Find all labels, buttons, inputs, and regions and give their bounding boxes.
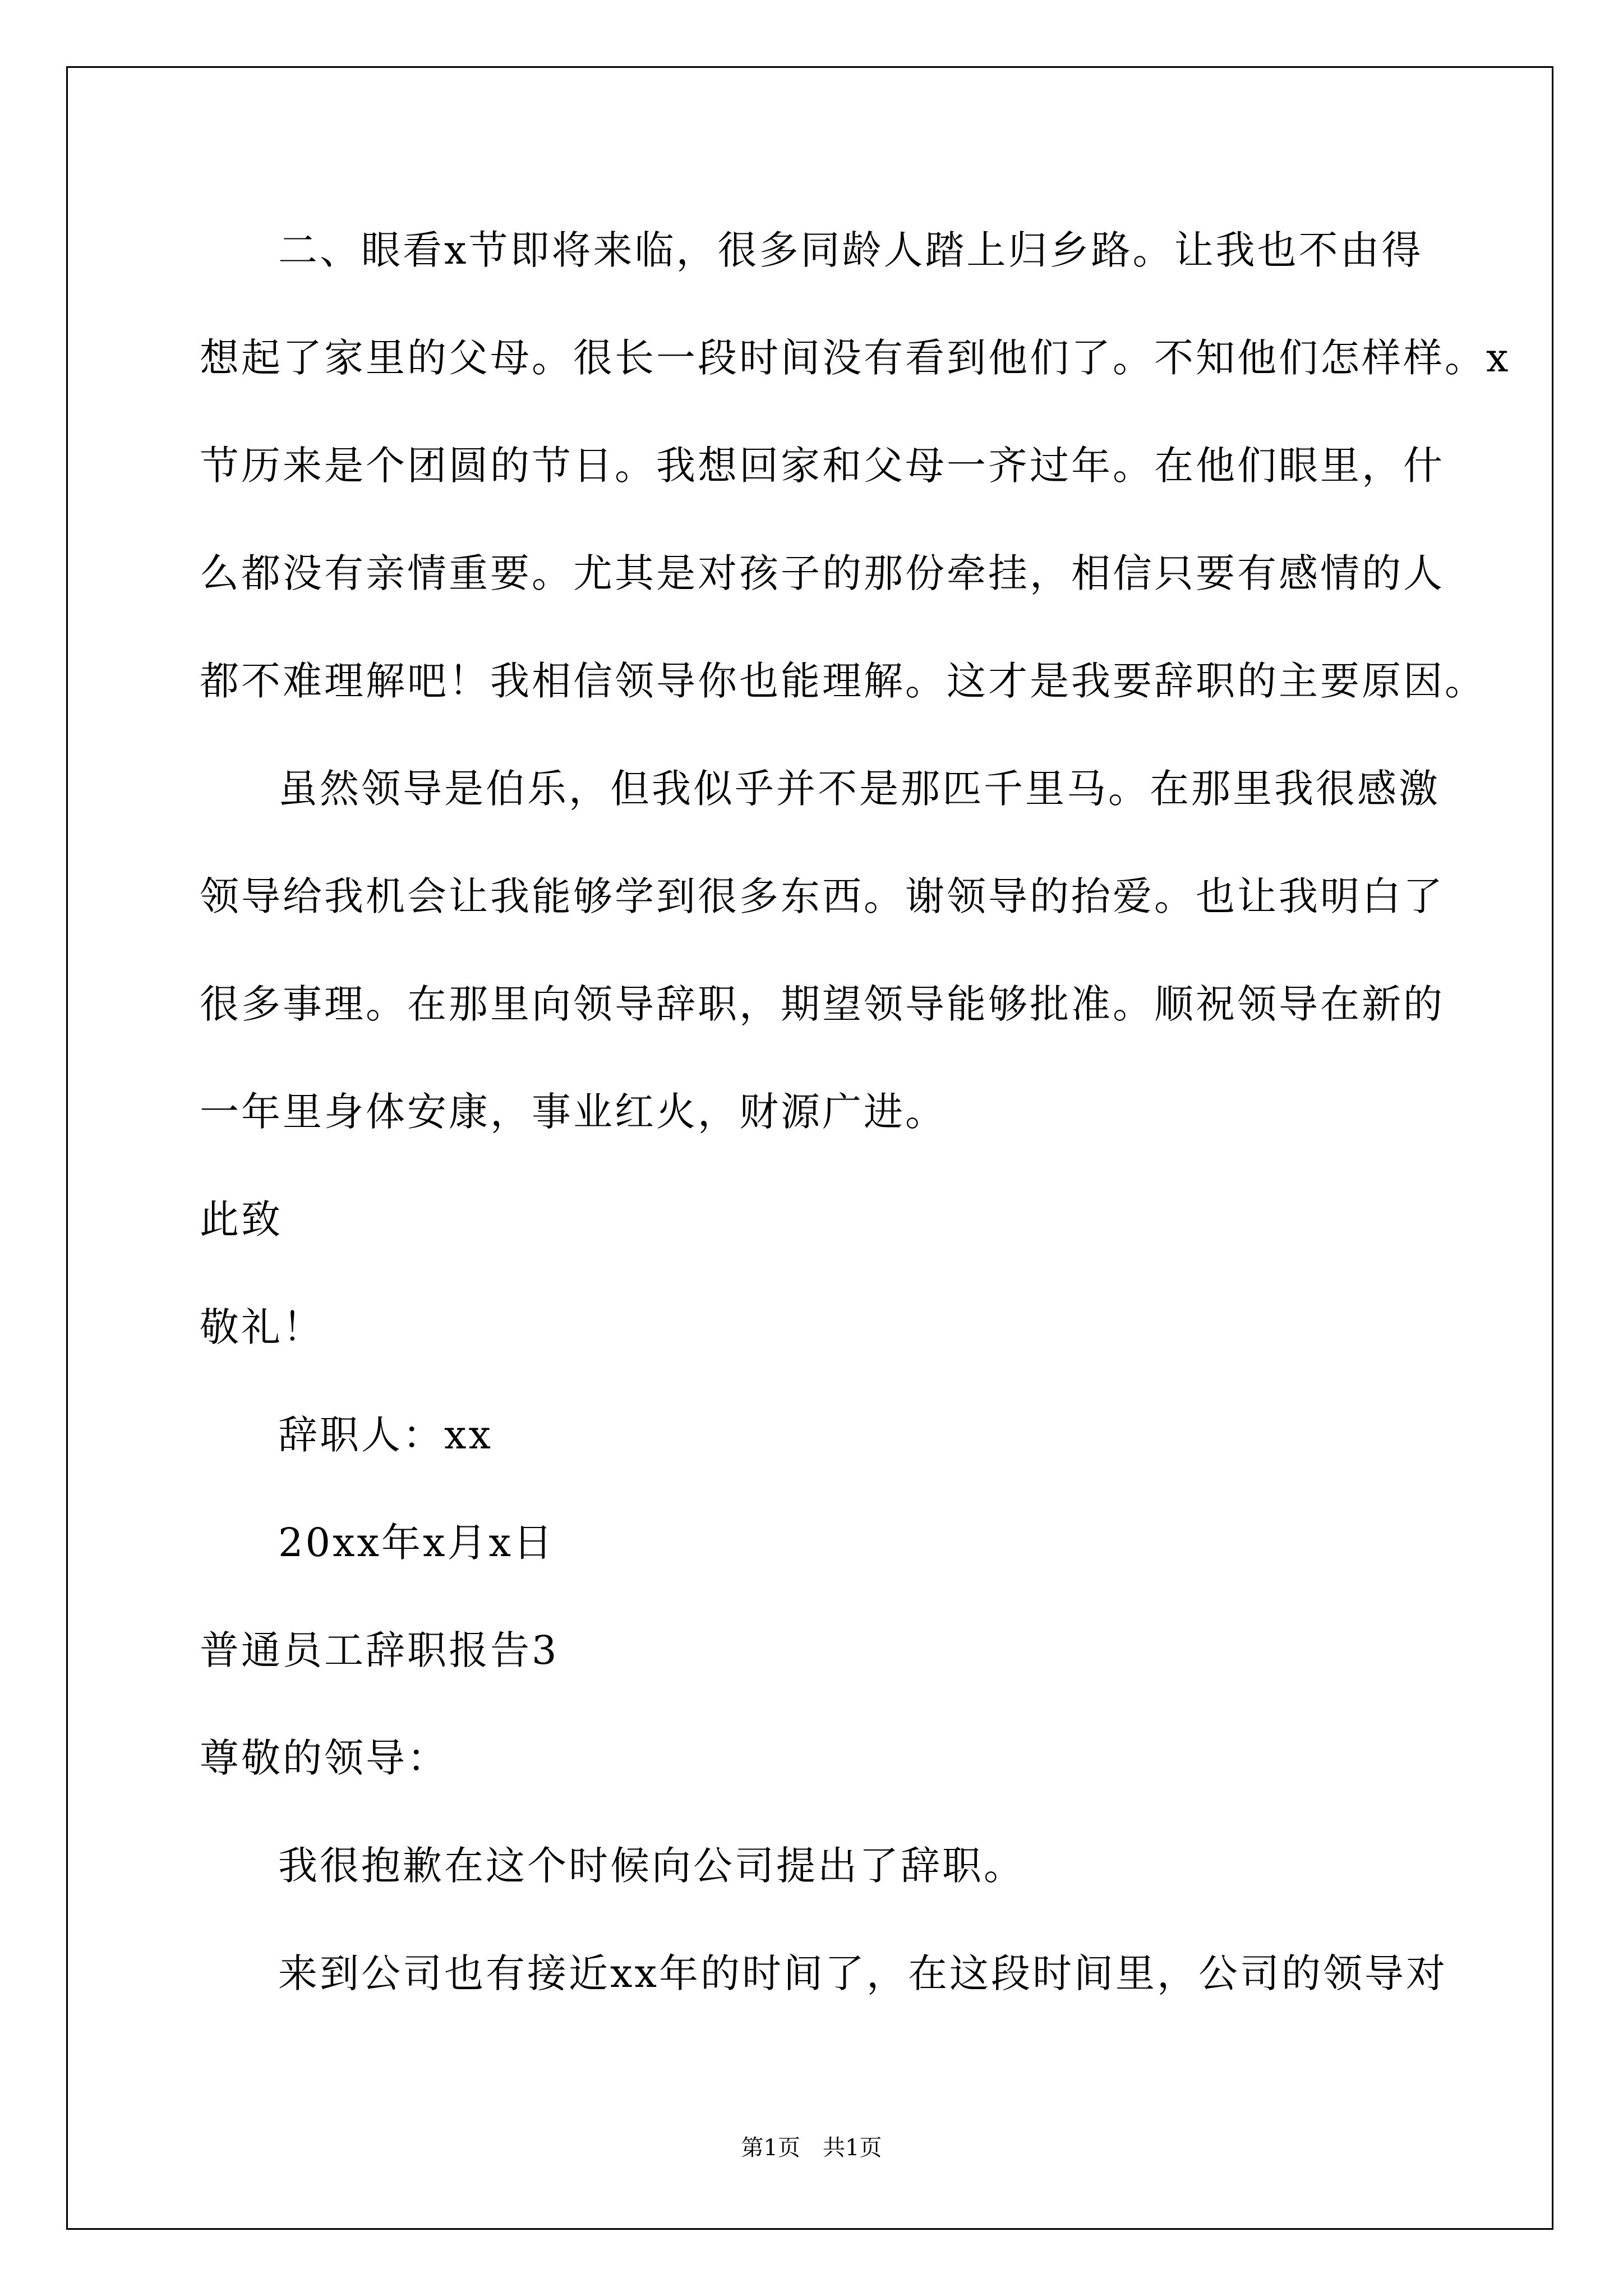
page-border [66,66,1553,2230]
salutation-line: 敬礼！ [200,1304,324,1350]
paragraph-line: 虽然领导是伯乐，但我似乎并不是那匹千里马。在那里我很感激 [278,766,1440,812]
paragraph-line: 么都没有亲情重要。尤其是对孩子的那份牵挂，相信只要有感情的人 [200,550,1445,596]
signature-line: 辞职人：xx [278,1412,493,1458]
paragraph-line: 想起了家里的父母。很长一段时间没有看到他们了。不知他们怎样样。x [200,335,1511,381]
paragraph-line: 节历来是个团圆的节日。我想回家和父母一齐过年。在他们眼里，什 [200,443,1445,489]
paragraph-line: 领导给我机会让我能够学到很多东西。谢领导的抬爱。也让我明白了 [200,873,1445,919]
page-number-total: 共1页 [823,2135,882,2161]
paragraph-line: 一年里身体安康，事业红火，财源广进。 [200,1089,947,1135]
page-number-current: 第1页 [741,2135,800,2161]
page-footer [0,2134,1623,2162]
greeting-line: 尊敬的领导： [200,1735,449,1781]
closing-line: 此致 [200,1197,283,1243]
paragraph-line: 很多事理。在那里向领导辞职，期望领导能够批准。顺祝领导在新的 [200,981,1445,1027]
paragraph-line: 我很抱歉在这个时候向公司提出了辞职。 [278,1843,1025,1889]
paragraph-line: 来到公司也有接近xx年的时间了，在这段时间里，公司的领导对 [278,1950,1447,1996]
paragraph-line: 都不难理解吧！我相信领导你也能理解。这才是我要辞职的主要原因。 [200,658,1486,704]
paragraph-line: 二、眼看x节即将来临，很多同龄人踏上归乡路。让我也不由得 [278,227,1423,273]
section-heading: 普通员工辞职报告3 [200,1627,559,1673]
date-line: 20xx年x月x日 [278,1520,555,1566]
